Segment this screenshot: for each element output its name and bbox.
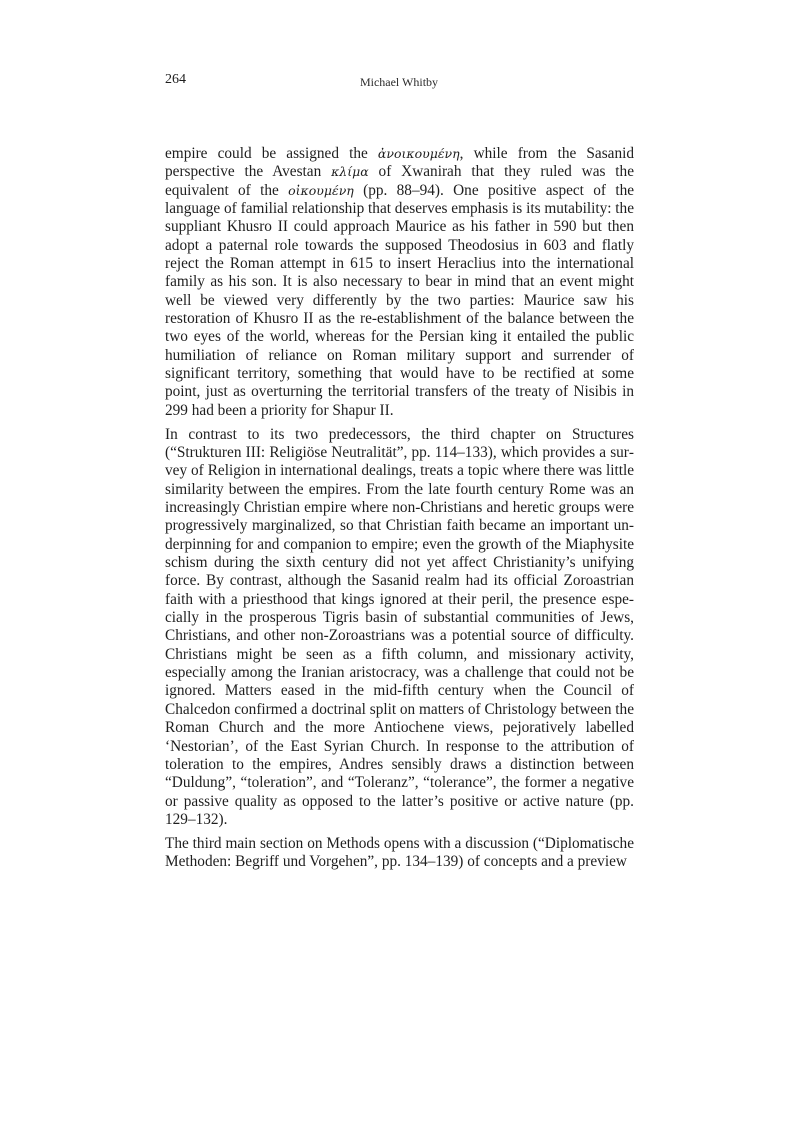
- text-segment: The third main section on Methods opens with a discussion (“Diplomatische Methoden: Begriff und Vorgehen”, pp. 134–139) of concepts and a preview: [165, 834, 634, 871]
- running-head-author: Michael Whitby: [359, 75, 439, 89]
- text-segment: empire could be assigned the: [165, 145, 378, 162]
- text-segment: , while from the Sasanid perspective the Avestan: [165, 145, 634, 181]
- page-number: 264: [165, 72, 186, 87]
- greek-term-klima: κλίμα: [331, 164, 369, 180]
- greek-term-oikoumene: οἰκουμένη: [288, 182, 354, 198]
- paragraph-1: [165, 145, 634, 420]
- text-segment: (pp. 88–94). One positive aspect of the language of familial relationship that deserves emphasis is its mutability: the suppliant Khusro II could approach Maurice as his father in 590 but then adopt a paternal role towards the supposed Theodosius in 603 and flatly reject the Roman attempt in 615 to insert Heraclius into the international family as his son. It is also necessary to bear in mind that an event might well be viewed very differently by the two parties: Maurice saw his restoration of Khusro II as the re-establishment of the balance between the two eyes of the world, whereas for the Persian king it entailed the public humiliation of reliance on Roman military support and surrender of significant territory, something that would have to be rectified at some point, just as overturning the territorial transfers of the treaty of Nisibis in 299 had been a priority for Shapur II.: [165, 181, 635, 419]
- paragraph-3: [165, 835, 634, 872]
- greek-term-anoikoumene: ἀνοικουμένη: [377, 146, 460, 161]
- text-segment: of Xwanirah that they ruled was the equivalent of the: [165, 163, 634, 199]
- paragraph-2: [165, 426, 634, 830]
- page-header: [165, 70, 633, 92]
- text-segment: In contrast to its two predecessors, the third chapter on Structures (“Strukturen III: Religiöse Neutralität”, pp. 114–133), which provides a survey of Religion in international dealings, treats a topic where there was little similarity between the empires. From the late fourth century Rome was an increasingly Christian empire where non-Christians and heretic groups were progressively marginalized, so that Christian faith became an important underpinning for and companion to empire; even the growth of the Miaphysite schism during the sixth century did not yet affect Christianity’s unifying force. By contrast, although the Sasanid realm had its official Zoroastrian faith with a priesthood that kings ignored at their peril, the presence especially in the prosperous Tigris basin of substantial communities of Jews, Christians, and other non-Zoroastrians was a potential source of difficulty. Christians might be seen as a fifth column, and missionary activity, especially among the Iranian aristocracy, was a challenge that could not be ignored. Matters eased in the mid-fifth century when the Council of Chalcedon confirmed a doctrinal split on matters of Christology between the Roman Church and the more Antiochene views, pejoratively labelled ‘Nestorian’, of the East Syrian Church. In response to the attribution of toleration to the empires, Andres sensibly draws a distinction between “Duldung”, “toleration”, and “Toleranz”, “tolerance”, the former a negative or passive quality as opposed to the latter’s positive or active nature (pp. 129–132).: [165, 425, 634, 828]
- body-text: [165, 145, 634, 877]
